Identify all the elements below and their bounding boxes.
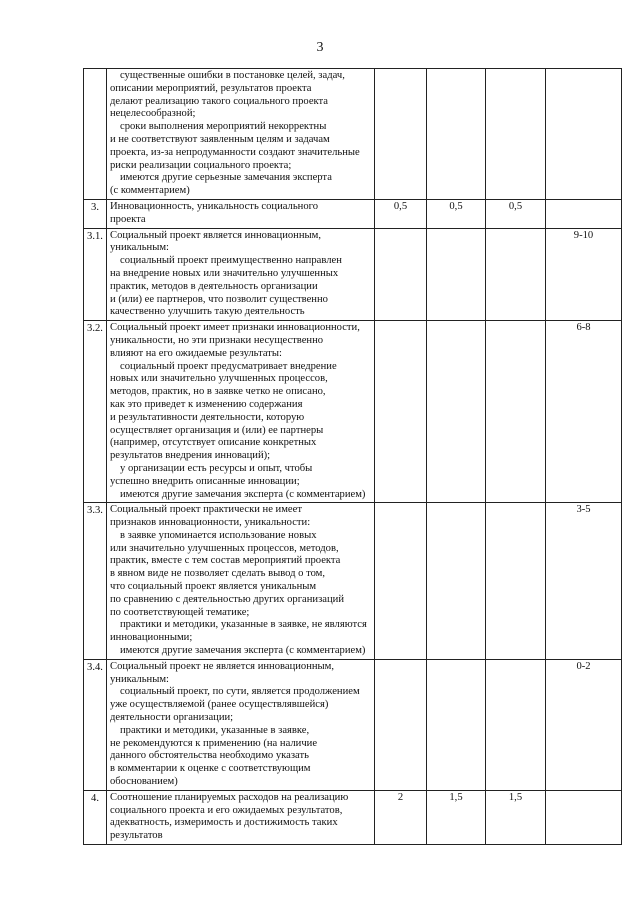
weight-value-1 [375,228,427,321]
criterion-line: успешно внедрить описанные инновации; [110,475,300,487]
criterion-text [107,503,375,660]
table-row [84,199,622,228]
criterion-line: уникальным: [110,673,169,685]
table-row [84,790,622,844]
criterion-text [107,199,375,228]
criterion-line: и (или) ее партнеров, что позволит существенно [110,293,328,305]
criterion-line: как это приведет к изменению содержания [110,398,303,410]
weight-value-3 [486,659,546,790]
criterion-line: качественно улучшить такую деятельность [110,306,305,318]
weight-value-1: 2 [375,790,427,844]
weight-value-2 [427,321,486,503]
weight-value-3 [486,503,546,660]
criterion-line: инновационными; [110,632,193,644]
criterion-number [84,69,107,200]
criterion-line: у организации есть ресурсы и опыт, чтобы [120,462,313,474]
weight-value-3: 0,5 [486,199,546,228]
criterion-line: Социальный проект имеет признаки инновационности, [110,322,360,334]
score-range: 9-10 [546,228,622,321]
criterion-line: данного обстоятельства необходимо указать [110,750,309,762]
criterion-number: 3. [84,199,107,228]
criterion-line: в явном виде не позволяет сделать вывод о том, [110,568,326,580]
criterion-line: деятельности организации; [110,712,234,724]
criterion-line: имеются другие серьезные замечания эксперта [120,172,332,184]
score-range [546,69,622,200]
table-row [84,659,622,790]
weight-value-1 [375,659,427,790]
weight-value-2 [427,228,486,321]
score-range [546,199,622,228]
criterion-text [107,228,375,321]
score-range [546,790,622,844]
weight-value-1 [375,69,427,200]
criterion-line: существенные ошибки в постановке целей, задач, [120,70,345,81]
criterion-line: адекватность, измеримость и достижимость таких [110,817,338,829]
criterion-line: уже осуществляемой (ранее осуществлявшейся) [110,699,329,711]
criterion-line: практик, методов в деятельность организации [110,280,318,292]
criterion-line: описании мероприятий, результатов проекта [110,82,312,94]
criterion-text [107,69,375,200]
weight-value-3 [486,321,546,503]
weight-value-1 [375,321,427,503]
criterion-number: 3.4. [84,659,107,790]
criterion-line: уникальным: [110,242,169,254]
weight-value-2: 1,5 [427,790,486,844]
criterion-line: в заявке упоминается использование новых [120,529,317,541]
criterion-line: или значительно улучшенных процессов, методов, [110,542,339,554]
criterion-number: 3.2. [84,321,107,503]
score-range: 0-2 [546,659,622,790]
weight-value-1 [375,503,427,660]
criterion-line: что социальный проект является уникальным [110,581,317,593]
criterion-line: сроки выполнения мероприятий некорректны [120,121,327,133]
weight-value-3 [486,69,546,200]
criterion-line: социальный проект преимущественно направлен [120,255,342,267]
criterion-line: практики и методики, указанные в заявке, не являются [120,619,367,631]
criterion-line: социальный проект предусматривает внедрение [120,360,337,372]
table-row [84,69,622,200]
criterion-line: практик, вместе с тем состав мероприятий проекта [110,555,341,567]
criterion-line: социальный проект, по сути, является продолжением [120,686,360,698]
criterion-line: (с комментарием) [110,185,190,197]
criterion-line: влияют на его ожидаемые результаты: [110,347,282,359]
score-range: 3-5 [546,503,622,660]
criterion-line: результатов внедрения инноваций); [110,450,271,462]
criterion-line: обоснованием) [110,776,178,788]
criterion-line: методов, практик, но в заявке четко не описано, [110,386,326,398]
criterion-line: имеются другие замечания эксперта (с комментарием) [120,645,366,657]
criterion-line: риски реализации социального проекта; [110,159,292,171]
weight-value-3 [486,228,546,321]
criterion-number: 4. [84,790,107,844]
criterion-line: нецелесообразной; [110,108,196,120]
table-row [84,503,622,660]
criterion-line: и результативности деятельности, которую [110,411,305,423]
weight-value-2: 0,5 [427,199,486,228]
criterion-line: осуществляет организация и (или) ее партнеры [110,424,324,436]
criterion-line: на внедрение новых или значительно улучшенных [110,267,339,279]
criterion-line: Инновационность, уникальность социального [110,200,319,212]
weight-value-2 [427,69,486,200]
criterion-text [107,659,375,790]
criterion-line: по сравнению с деятельностью других организаций [110,593,344,605]
criterion-line: (например, отсутствует описание конкретных [110,437,317,449]
evaluation-criteria-table [83,68,622,845]
criterion-line: Социальный проект не является инновационным, [110,660,335,672]
criterion-line: делают реализацию такого социального проекта [110,95,328,107]
criterion-line: не рекомендуются к применению (на наличие [110,737,318,749]
criterion-line: уникальности, но эти признаки несущественно [110,334,324,346]
weight-value-2 [427,659,486,790]
criterion-line: признаков инновационности, уникальности: [110,517,311,529]
weight-value-3: 1,5 [486,790,546,844]
criterion-line: Социальный проект практически не имеет [110,504,302,516]
criterion-line: по соответствующей тематике; [110,606,250,618]
criterion-number: 3.3. [84,503,107,660]
table-row [84,321,622,503]
criterion-line: социального проекта и его ожидаемых результатов, [110,804,343,816]
criterion-text [107,321,375,503]
criterion-line: Социальный проект является инновационным, [110,229,321,241]
criterion-line: проекта, из-за непродуманности создают значительные [110,146,360,158]
criterion-line: имеются другие замечания эксперта (с комментарием) [120,488,366,500]
table-row [84,228,622,321]
criterion-line: в комментарии к оценке с соответствующим [110,763,311,775]
weight-value-1: 0,5 [375,199,427,228]
criterion-line: результатов [110,830,163,842]
criterion-line: практики и методики, указанные в заявке, [120,724,310,736]
criterion-line: новых или значительно улучшенных процессов, [110,373,328,385]
weight-value-2 [427,503,486,660]
page-number: 3 [316,40,324,55]
score-range: 6-8 [546,321,622,503]
criterion-text [107,790,375,844]
criterion-line: и не соответствуют заявленным целям и задачам [110,133,330,145]
criterion-number: 3.1. [84,228,107,321]
criterion-line: проекта [110,213,146,225]
criterion-line: Соотношение планируемых расходов на реализацию [110,791,349,803]
